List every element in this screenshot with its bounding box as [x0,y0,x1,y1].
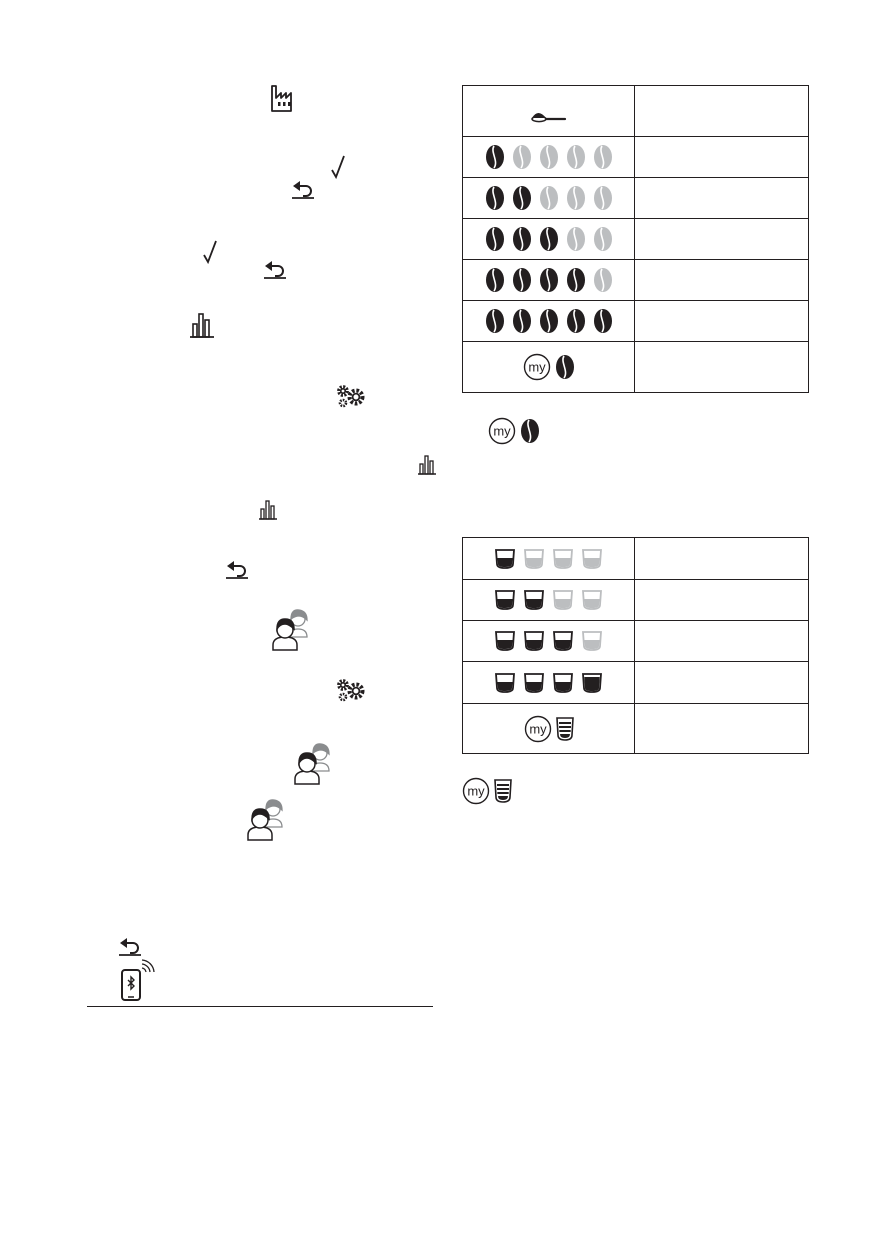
my-quantity-cell [463,715,634,743]
coffee-bean-icon [512,308,532,334]
cup-icon [494,630,516,652]
coffee-quantity-table [462,537,809,754]
coffee-bean-icon [593,267,613,293]
coffee-bean-icon [539,308,559,334]
cup-levels-icon [556,717,574,741]
svg-text:my: my [528,721,547,736]
table-row [463,178,809,219]
my-badge [462,777,490,805]
user-profiles-icon [246,796,286,842]
bean-strength-5 [463,308,634,334]
cup-icon [523,630,545,652]
coffee-bean-icon [566,308,586,334]
coffee-bean-icon [520,418,540,444]
coffee-bean-icon [593,226,613,252]
coffee-bean-icon [485,308,505,334]
my-badge [488,417,516,445]
coffee-bean-icon [512,144,532,170]
coffee-bean-icon [566,267,586,293]
table-row [463,342,809,393]
coffee-spoon-icon [463,101,634,122]
my-badge [524,715,552,743]
back-arrow-icon [291,179,315,199]
section-divider [87,1006,433,1007]
checkmark-icon [331,155,345,179]
cup-levels-icon [494,779,512,803]
coffee-bean-icon [555,354,575,380]
back-arrow-icon [263,259,287,279]
cup-icon [552,672,574,694]
gears-icon [336,384,368,408]
back-arrow-icon [118,936,142,956]
my-aroma-note [488,417,540,445]
coffee-bean-icon [593,144,613,170]
checkmark-icon [203,240,217,264]
cup-icon [523,589,545,611]
table-row [463,621,809,662]
svg-text:my: my [467,783,485,799]
cup-quantity-1 [463,548,634,570]
coffee-bean-icon [539,267,559,293]
cup-icon [552,630,574,652]
coffee-bean-icon [485,185,505,211]
cup-icon [581,672,603,694]
coffee-bean-icon [566,144,586,170]
table-row [463,137,809,178]
factory-icon [270,84,296,112]
bar-chart-icon [259,500,277,520]
cup-icon [552,548,574,570]
table-header-row [463,86,809,137]
bluetooth-phone-icon [120,960,156,1002]
svg-text:my: my [493,423,511,439]
coffee-bean-icon [512,185,532,211]
bar-chart-icon [190,312,214,338]
my-aroma-cell [463,353,634,381]
cup-icon [494,548,516,570]
cup-icon [494,672,516,694]
cup-icon [581,630,603,652]
aroma-strength-table [462,85,809,393]
back-arrow-icon [225,559,249,579]
coffee-bean-icon [539,185,559,211]
my-badge [523,353,551,381]
svg-text:my: my [527,359,546,375]
cup-icon [494,589,516,611]
cup-icon [581,589,603,611]
cup-quantity-4 [463,672,634,694]
coffee-bean-icon [485,144,505,170]
user-profiles-icon [271,606,311,652]
bean-strength-1 [463,144,634,170]
table-row [463,538,809,580]
cup-icon [581,548,603,570]
coffee-bean-icon [485,267,505,293]
coffee-bean-icon [512,267,532,293]
cup-icon [523,548,545,570]
bar-chart-icon [418,455,436,475]
bean-strength-3 [463,226,634,252]
coffee-bean-icon [566,226,586,252]
table-row [463,580,809,621]
cup-icon [523,672,545,694]
user-profiles-icon [293,740,333,786]
coffee-bean-icon [539,226,559,252]
cup-icon [552,589,574,611]
table-row [463,301,809,342]
table-row [463,662,809,704]
coffee-bean-icon [512,226,532,252]
my-quantity-note [462,777,512,805]
coffee-bean-icon [593,308,613,334]
coffee-bean-icon [485,226,505,252]
coffee-bean-icon [593,185,613,211]
coffee-bean-icon [539,144,559,170]
bean-strength-2 [463,185,634,211]
bean-strength-4 [463,267,634,293]
table-row [463,260,809,301]
cup-quantity-2 [463,589,634,611]
gears-icon [336,678,368,702]
table-row [463,219,809,260]
coffee-bean-icon [566,185,586,211]
cup-quantity-3 [463,630,634,652]
table-row [463,704,809,754]
